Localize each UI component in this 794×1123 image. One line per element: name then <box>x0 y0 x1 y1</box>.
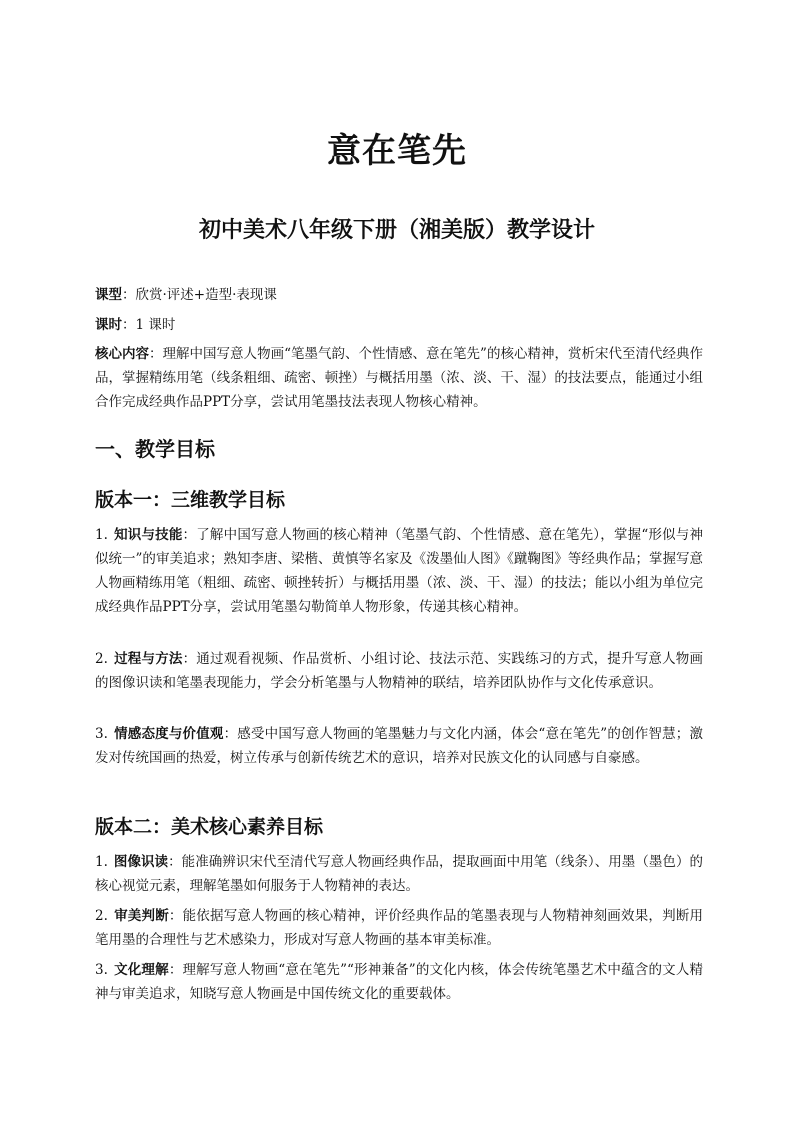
item-number: 2. <box>95 908 108 924</box>
version2-heading: 版本二：美术核心素养目标 <box>95 816 324 838</box>
core-content-value: ：理解中国写意人物画“笔墨气韵、个性情感、意在笔先”的核心精神，赏析宋代至清代经典作品，掌握精练用笔（线条粗细、疏密、顿挫）与概括用墨（浓、淡、干、湿）的技法要点，能通过小组合作完成经典作品PPT分享，尝试用笔墨技法表现人物核心精神。 <box>95 346 704 410</box>
course-type-value: ：欣赏·评述+造型·表现课 <box>122 287 277 303</box>
item-label: 审美判断 <box>113 908 169 924</box>
item-number: 1. <box>95 854 108 870</box>
item-text: ：通过观看视频、作品赏析、小组讨论、技法示范、实践练习的方式，提升写意人物画的图像识读和笔墨表现能力，学会分析笔墨与人物精神的联结，培养团队协作与文化传承意识。 <box>95 651 704 691</box>
core-content-paragraph <box>95 342 703 414</box>
core-content-label: 核心内容 <box>95 346 150 362</box>
version1-item-2 <box>95 647 703 695</box>
item-label: 文化理解 <box>113 962 169 978</box>
class-hours-label: 课时 <box>95 317 122 333</box>
version2-item-1 <box>95 850 703 898</box>
version2-item-3 <box>95 958 703 1006</box>
document-title: 意在笔先 <box>327 131 467 171</box>
item-label: 图像识读 <box>113 854 169 870</box>
version1-item-1 <box>95 523 703 619</box>
section-heading-teaching-goals: 一、教学目标 <box>95 437 215 461</box>
item-number: 1. <box>95 527 108 543</box>
version1-item-3 <box>95 722 703 770</box>
item-number: 3. <box>95 962 108 978</box>
item-label: 过程与方法 <box>113 651 183 667</box>
item-number: 2. <box>95 651 108 667</box>
item-text: ：理解写意人物画“意在笔先”“形神兼备”的文化内核，体会传统笔墨艺术中蕴含的文人精神与审美追求，知晓写意人物画是中国传统文化的重要载体。 <box>95 962 704 1002</box>
class-hours-value: ：1 课时 <box>122 317 176 333</box>
item-text: ：能依据写意人物画的核心精神，评价经典作品的笔墨表现与人物精神刻画效果，判断用笔用墨的合理性与艺术感染力，形成对写意人物画的基本审美标准。 <box>95 908 704 948</box>
item-text: ：感受中国写意人物画的笔墨魅力与文化内涵，体会“意在笔先”的创作智慧；激发对传统国画的热爱，树立传承与创新传统艺术的意识，培养对民族文化的认同感与自豪感。 <box>95 726 703 766</box>
item-text: ：能准确辨识宋代至清代写意人物画经典作品，提取画面中用笔（线条）、用墨（墨色）的核心视觉元素，理解笔墨如何服务于人物精神的表达。 <box>95 854 704 894</box>
course-type-label: 课型 <box>95 287 122 303</box>
class-hours-line <box>95 313 703 337</box>
item-text: ：了解中国写意人物画的核心精神（笔墨气韵、个性情感、意在笔先），掌握“形似与神似统一”的审美追求；熟知李唐、梁楷、黄慎等名家及《泼墨仙人图》《蹴鞠图》等经典作品；掌握写意人物画精练用笔（粗细、疏密、顿挫转折）与概括用墨（浓、淡、干、湿）的技法；能以小组为单位完成经典作品PPT分享，尝试用笔墨勾勒简单人物形象，传递其核心精神。 <box>95 527 703 615</box>
version2-item-2 <box>95 904 703 952</box>
item-label: 知识与技能 <box>113 527 183 543</box>
item-label: 情感态度与价值观 <box>113 726 224 742</box>
version1-heading: 版本一：三维教学目标 <box>95 489 286 511</box>
item-number: 3. <box>95 726 108 742</box>
course-type-line <box>95 283 703 307</box>
document-subtitle: 初中美术八年级下册（湘美版）教学设计 <box>198 217 595 243</box>
